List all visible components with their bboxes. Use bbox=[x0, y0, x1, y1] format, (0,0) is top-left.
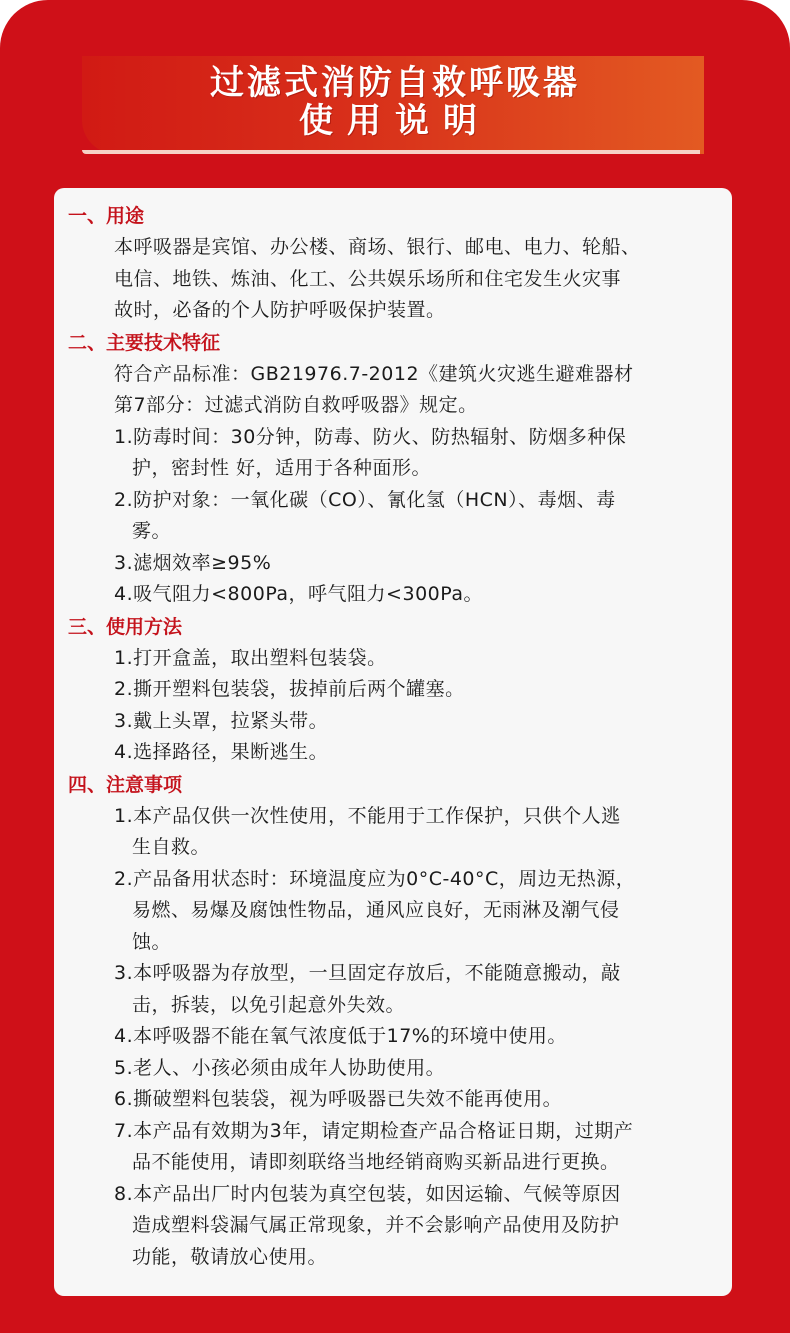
notes-item-text: 2.产品备用状态时：环境温度应为0°C-40°C，周边无热源， bbox=[114, 867, 636, 890]
notes-item-text: 7.本产品有效期为3年，请定期检查产品合格证日期，过期产 bbox=[114, 1119, 634, 1142]
notes-item bbox=[68, 864, 728, 959]
method-item: 4.选择路径，果断逃生。 bbox=[114, 741, 329, 763]
notes-item bbox=[68, 958, 728, 1021]
notes-item-continued: 功能，敬请放心使用。 bbox=[132, 1245, 328, 1268]
notes-item-text: 3.本呼吸器为存放型，一旦固定存放后，不能随意搬动，敲 bbox=[114, 962, 621, 984]
page-title bbox=[100, 64, 690, 140]
section-notes-title: 四、注意事项 bbox=[68, 773, 183, 796]
specs-item: 4.吸气阻力<800Pa，呼气阻力<300Pa。 bbox=[114, 583, 483, 605]
specs-item-continued: 护，密封性 好，适用于各种面形。 bbox=[132, 457, 432, 479]
section-specs-title: 二、主要技术特征 bbox=[68, 331, 221, 354]
specs-item-continued: 雾。 bbox=[132, 520, 172, 542]
notes-item-continued: 生自救。 bbox=[132, 836, 211, 858]
notes-item bbox=[68, 1116, 728, 1179]
specs-line: 第7部分：过滤式消防自救呼吸器》规定。 bbox=[114, 394, 478, 416]
specs-item bbox=[68, 485, 728, 548]
section-usage-title: 一、用途 bbox=[68, 205, 145, 227]
usage-line: 本呼吸器是宾馆、办公楼、商场、银行、邮电、电力、轮船、 bbox=[114, 236, 641, 258]
notes-item: 4.本呼吸器不能在氧气浓度低于17%的环境中使用。 bbox=[114, 1025, 567, 1047]
method-item: 1.打开盒盖，取出塑料包装袋。 bbox=[114, 646, 387, 669]
notes-item: 5.老人、小孩必须由成年人协助使用。 bbox=[114, 1056, 446, 1079]
instructions-content bbox=[68, 200, 728, 1273]
specs-item bbox=[68, 422, 728, 485]
usage-line: 故时，必备的个人防护呼吸保护装置。 bbox=[114, 299, 446, 321]
specs-item: 3.滤烟效率≥95% bbox=[114, 551, 272, 574]
notes-item bbox=[68, 801, 728, 864]
notes-item-text: 8.本产品出厂时内包装为真空包装，如因运输、气候等原因 bbox=[114, 1182, 621, 1205]
notes-item bbox=[68, 1179, 728, 1274]
title-underline bbox=[82, 150, 700, 154]
title-line-1: 过滤式消防自救呼吸器 bbox=[210, 63, 580, 103]
notes-item: 6.撕破塑料包装袋，视为呼吸器已失效不能再使用。 bbox=[114, 1088, 563, 1110]
notes-item-continued: 品不能使用，请即刻联络当地经销商购买新品进行更换。 bbox=[132, 1151, 620, 1173]
notes-item-continued: 造成塑料袋漏气属正常现象，并不会影响产品使用及防护 bbox=[132, 1214, 620, 1236]
method-item: 3.戴上头罩，拉紧头带。 bbox=[114, 709, 329, 732]
notes-item-text: 1.本产品仅供一次性使用，不能用于工作保护，只供个人逃 bbox=[114, 804, 621, 827]
notes-item-continued: 蚀。 bbox=[132, 930, 172, 953]
notes-item-continued: 易燃、易爆及腐蚀性物品，通风应良好，无雨淋及潮气侵 bbox=[132, 899, 620, 921]
method-item: 2.撕开塑料包装袋，拔掉前后两个罐塞。 bbox=[114, 678, 465, 700]
title-line-2: 使用说明 bbox=[299, 101, 491, 141]
specs-line: 符合产品标准：GB21976.7-2012《建筑火灾逃生避难器材 bbox=[114, 362, 634, 385]
usage-line: 电信、地铁、炼油、化工、公共娱乐场所和住宅发生火灾事 bbox=[114, 267, 622, 290]
specs-item-text: 1.防毒时间：30分钟，防毒、防火、防热辐射、防烟多种保 bbox=[114, 425, 627, 448]
section-method-title: 三、使用方法 bbox=[68, 615, 183, 638]
notes-item-continued: 击，拆装，以免引起意外失效。 bbox=[132, 993, 406, 1016]
specs-item-text: 2.防护对象：一氧化碳（CO）、氰化氢（HCN）、毒烟、毒 bbox=[114, 488, 616, 511]
